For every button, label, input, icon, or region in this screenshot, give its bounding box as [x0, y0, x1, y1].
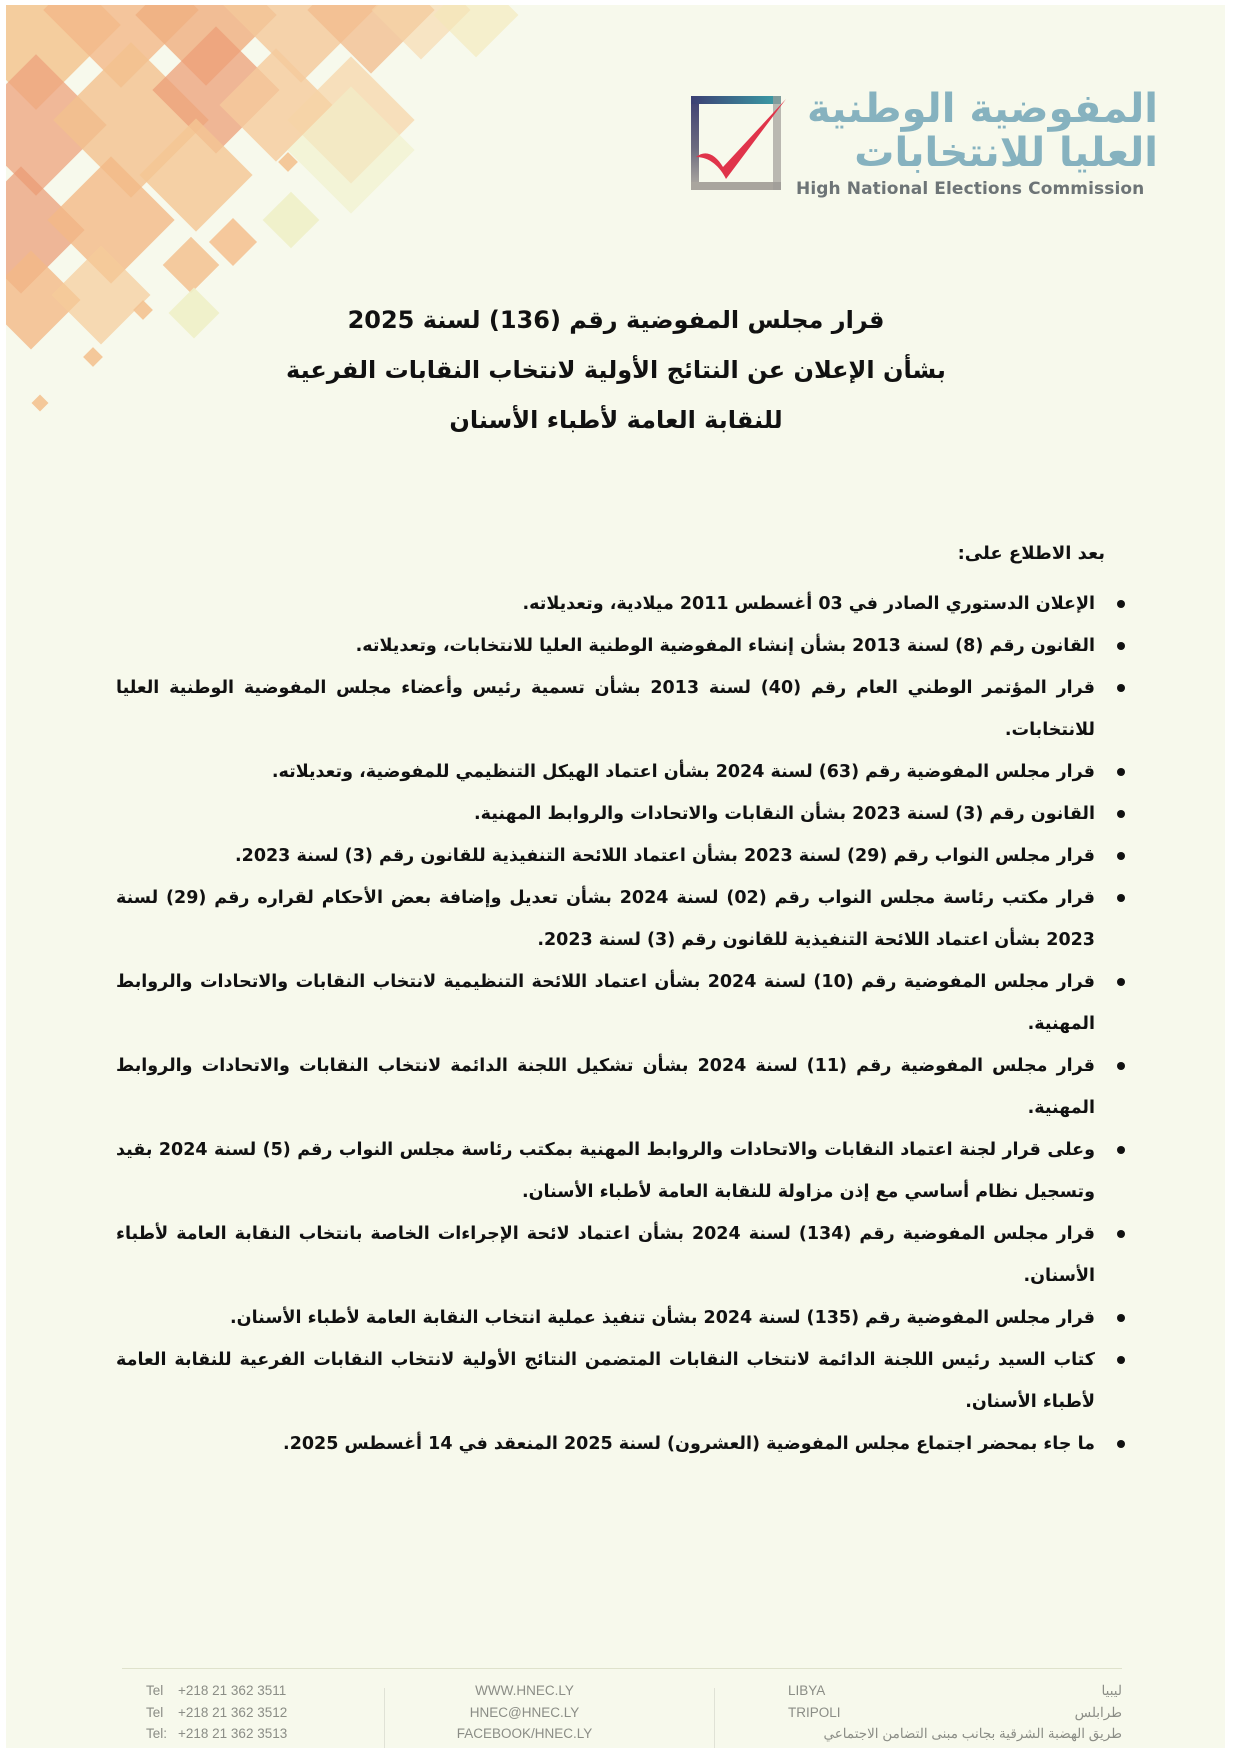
bullet-icon [1117, 642, 1125, 650]
bullet-icon [1117, 1314, 1125, 1322]
country-ar: ليبيا [1101, 1683, 1122, 1698]
list-item: القانون رقم (3) لسنة 2023 بشأن النقابات والاتحادات والروابط المهنية. [116, 793, 1129, 835]
logo-arabic-line1: المفوضية الوطنية [807, 86, 1158, 132]
footer-web-contacts [422, 1680, 627, 1745]
bullet-icon [1117, 978, 1125, 986]
list-item: الإعلان الدستوري الصادر في 03 أغسطس 2011 ميلادية، وتعديلاته. [116, 583, 1129, 625]
city-en: TRIPOLI [788, 1704, 841, 1720]
list-item: ما جاء بمحضر اجتماع مجلس المفوضية (العشرون) لسنة 2025 المنعقد في 14 أغسطس 2025. [116, 1423, 1129, 1465]
footer-address-arabic [823, 1680, 1122, 1745]
phone-line: Tel +218 21 362 3512 [146, 1704, 288, 1720]
logo-arabic-line2: العليا للانتخابات [854, 130, 1158, 176]
hnec-logo [688, 86, 1158, 203]
bullet-icon [1117, 1356, 1125, 1364]
list-item: وعلى قرار لجنة اعتماد النقابات والاتحادات والروابط المهنية بمكتب رئاسة مجلس النواب رقم (5) لسنة 2024 بقيد وتسجيل نظام أساسي مع إذن مزاولة للنقابة العامة لأطباء الأسنان. [116, 1129, 1129, 1213]
list-item: القانون رقم (8) لسنة 2013 بشأن إنشاء المفوضية الوطنية العليا للانتخابات، وتعديلاته. [116, 625, 1129, 667]
bullet-icon [1117, 768, 1125, 776]
phone-line: Tel: +218 21 362 3513 [146, 1726, 288, 1741]
bullet-icon [1117, 1146, 1125, 1154]
bullet-icon [1117, 852, 1125, 860]
bullet-icon [1117, 1230, 1125, 1238]
email-link: HNEC@HNEC.LY [469, 1704, 580, 1720]
decision-title [156, 295, 1076, 445]
list-item: قرار مجلس المفوضية رقم (63) لسنة 2024 بشأن اعتماد الهيكل التنظيمي للمفوضية، وتعديلاته. [116, 751, 1129, 793]
list-item: قرار المؤتمر الوطني العام رقم (40) لسنة 2013 بشأن تسمية رئيس وأعضاء مجلس المفوضية الوطنية العليا للانتخابات. [116, 667, 1129, 751]
city-ar: طرابلس [1074, 1704, 1122, 1720]
bullet-icon [1117, 600, 1125, 608]
footer-divider [122, 1668, 1122, 1669]
footer-phones [146, 1680, 287, 1745]
logo-english-name: High National Elections Commission [796, 179, 1145, 199]
document-page [6, 5, 1225, 1748]
logo-arabic-name [798, 87, 1158, 175]
street-ar: طريق الهضبة الشرقية بجانب مبنى التضامن الاجتماعي [823, 1726, 1122, 1741]
footer-separator [714, 1688, 715, 1748]
footer-separator [384, 1688, 385, 1748]
references-list [116, 583, 1129, 1465]
bullet-icon [1117, 894, 1125, 902]
bullet-icon [1117, 810, 1125, 818]
bullet-icon [1117, 1440, 1125, 1448]
checkmark-ballot-icon [688, 93, 788, 193]
list-item: قرار مجلس النواب رقم (29) لسنة 2023 بشأن اعتماد اللائحة التنفيذية للقانون رقم (3) لسنة 2023. [116, 835, 1129, 877]
list-item: قرار مجلس المفوضية رقم (134) لسنة 2024 بشأن اعتماد لائحة الإجراءات الخاصة بانتخاب النقابة العامة لأطباء الأسنان. [116, 1213, 1129, 1297]
list-item: كتاب السيد رئيس اللجنة الدائمة لانتخاب النقابات المتضمن النتائج الأولية لانتخاب النقابات الفرعية للنقابة العامة لأطباء الأسنان. [116, 1339, 1129, 1423]
bullet-icon [1117, 1062, 1125, 1070]
list-item: قرار مجلس المفوضية رقم (10) لسنة 2024 بشأن اعتماد اللائحة التنظيمية لانتخاب النقابات والاتحادات والروابط المهنية. [116, 961, 1129, 1045]
list-item: قرار مجلس المفوضية رقم (135) لسنة 2024 بشأن تنفيذ عملية انتخاب النقابة العامة لأطباء الأسنان. [116, 1297, 1129, 1339]
page-footer [122, 1680, 1122, 1748]
facebook-link: FACEBOOK/HNEC.LY [456, 1726, 593, 1741]
preamble-heading: بعد الاطلاع على: [957, 543, 1105, 564]
title-line-1: قرار مجلس المفوضية رقم (136) لسنة 2025 [347, 306, 885, 334]
country-en: LIBYA [788, 1683, 826, 1698]
title-line-2: بشأن الإعلان عن النتائج الأولية لانتخاب النقابات الفرعية [286, 356, 946, 384]
website-link: WWW.HNEC.LY [475, 1683, 574, 1698]
title-line-3: للنقابة العامة لأطباء الأسنان [449, 406, 783, 434]
bullet-icon [1117, 684, 1125, 692]
list-item: قرار مكتب رئاسة مجلس النواب رقم (02) لسنة 2024 بشأن تعديل وإضافة بعض الأحكام لقراره رقم (29) لسنة 2023 بشأن اعتماد اللائحة التنفيذية للقانون رقم (3) لسنة 2023. [116, 877, 1129, 961]
list-item: قرار مجلس المفوضية رقم (11) لسنة 2024 بشأن تشكيل اللجنة الدائمة لانتخاب النقابات والاتحادات والروابط المهنية. [116, 1045, 1129, 1129]
phone-line: Tel +218 21 362 3511 [146, 1683, 287, 1698]
